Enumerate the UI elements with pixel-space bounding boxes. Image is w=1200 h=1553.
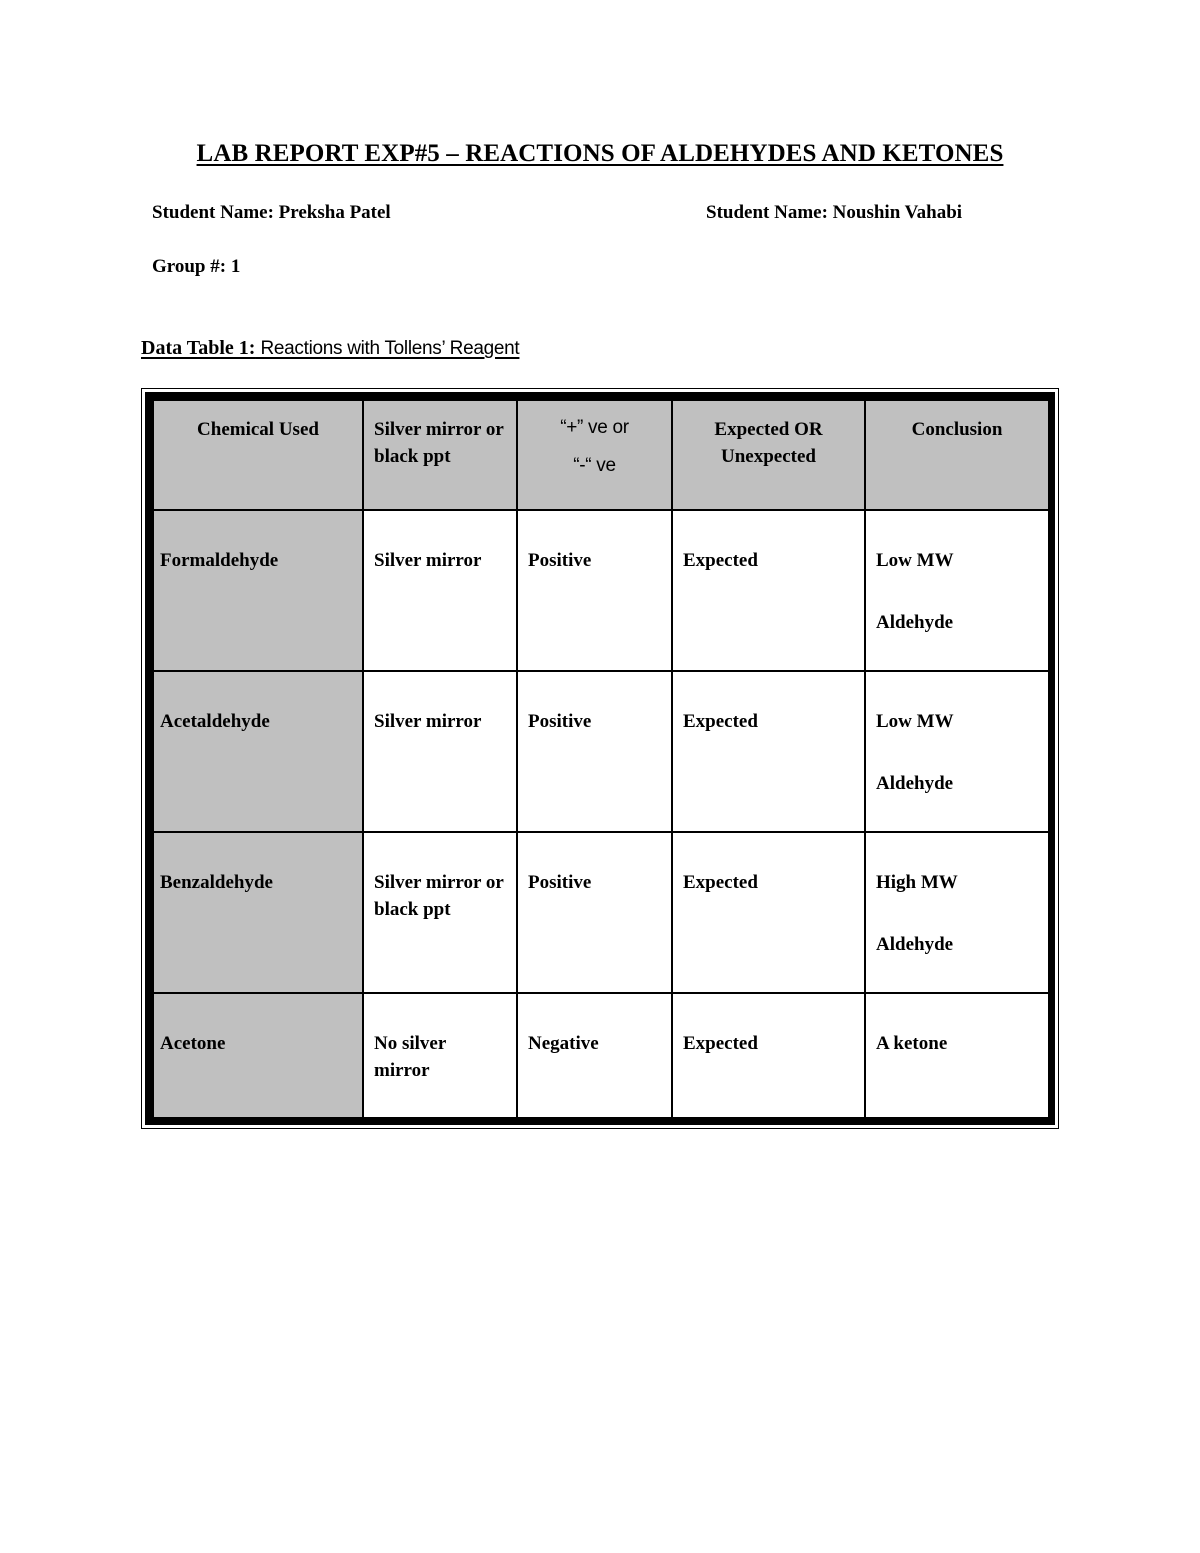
table-row	[153, 832, 1049, 993]
conclusion-line1: Low MW	[876, 711, 954, 732]
table-caption	[141, 337, 519, 360]
cell-chemical-text: Benzaldehyde	[160, 872, 273, 893]
cell-observation	[363, 832, 517, 993]
cell-expected-text: Expected	[683, 550, 758, 571]
cell-conclusion-text	[866, 833, 1048, 958]
header-sign	[517, 400, 672, 510]
cell-conclusion	[865, 510, 1049, 671]
header-observation	[363, 400, 517, 510]
header-expected-text: Expected OR Unexpected	[714, 419, 823, 467]
cell-chemical	[153, 671, 363, 832]
cell-sign-text: Negative	[528, 1033, 599, 1054]
cell-chemical-text: Acetaldehyde	[160, 711, 270, 732]
cell-sign	[517, 671, 672, 832]
cell-sign-text: Positive	[528, 550, 592, 571]
cell-observation-text: Silver mirror	[374, 711, 482, 732]
cell-conclusion	[865, 993, 1049, 1118]
cell-sign-text: Positive	[528, 872, 592, 893]
header-expected	[672, 400, 865, 510]
caption-label: Data Table 1:	[141, 337, 256, 359]
cell-sign	[517, 832, 672, 993]
cell-conclusion-text	[866, 511, 1048, 636]
cell-chemical	[153, 993, 363, 1118]
cell-chemical	[153, 510, 363, 671]
header-sign-text	[518, 401, 671, 485]
group-number: Group #: 1	[152, 256, 241, 277]
data-table	[152, 399, 1050, 1119]
cell-chemical-text: Formaldehyde	[160, 550, 279, 571]
cell-expected	[672, 671, 865, 832]
table-row	[153, 993, 1049, 1118]
conclusion-line2: Aldehyde	[876, 934, 954, 955]
cell-chemical	[153, 832, 363, 993]
cell-expected-text: Expected	[683, 1033, 758, 1054]
cell-observation-text: Silver mirror or black ppt	[374, 872, 504, 920]
header-sign-line2: “-“ ve	[573, 455, 616, 476]
cell-sign	[517, 510, 672, 671]
cell-conclusion	[865, 832, 1049, 993]
header-observation-text: Silver mirror or black ppt	[374, 419, 504, 467]
header-chemical	[153, 400, 363, 510]
table-header-row	[153, 400, 1049, 510]
cell-conclusion-text	[866, 672, 1048, 797]
cell-expected-text: Expected	[683, 711, 758, 732]
data-table-frame	[141, 388, 1059, 1129]
cell-observation	[363, 671, 517, 832]
student-name-1: Student Name: Preksha Patel	[152, 202, 391, 223]
cell-observation	[363, 993, 517, 1118]
caption-text: Reactions with Tollens’ Reagent	[255, 338, 520, 359]
conclusion-line1: A ketone	[876, 1033, 948, 1054]
cell-expected	[672, 832, 865, 993]
cell-conclusion	[865, 671, 1049, 832]
cell-observation-text: No silver mirror	[374, 1033, 446, 1081]
data-table-border	[145, 392, 1055, 1125]
conclusion-line1: High MW	[876, 872, 958, 893]
header-chemical-text: Chemical Used	[197, 419, 319, 440]
page-title: LAB REPORT EXP#5 – REACTIONS OF ALDEHYDES AND KETONES	[196, 140, 1004, 167]
student-name-2: Student Name: Noushin Vahabi	[706, 202, 963, 223]
header-sign-line1: “+” ve or	[560, 417, 629, 438]
cell-conclusion-text	[866, 994, 1048, 1057]
cell-expected-text: Expected	[683, 872, 758, 893]
header-conclusion	[865, 400, 1049, 510]
cell-observation	[363, 510, 517, 671]
table-row	[153, 671, 1049, 832]
cell-expected	[672, 993, 865, 1118]
table-row	[153, 510, 1049, 671]
conclusion-line2: Aldehyde	[876, 773, 954, 794]
conclusion-line2: Aldehyde	[876, 612, 954, 633]
cell-observation-text: Silver mirror	[374, 550, 482, 571]
cell-chemical-text: Acetone	[160, 1033, 226, 1054]
header-conclusion-text: Conclusion	[911, 419, 1003, 440]
conclusion-line1: Low MW	[876, 550, 954, 571]
cell-sign-text: Positive	[528, 711, 592, 732]
cell-sign	[517, 993, 672, 1118]
cell-expected	[672, 510, 865, 671]
